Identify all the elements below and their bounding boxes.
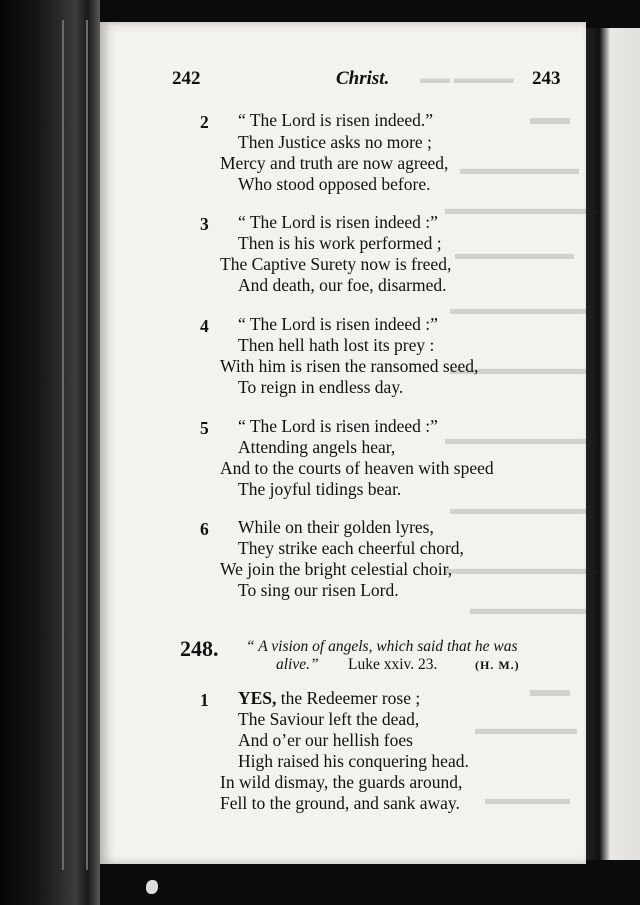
- first-word: YES,: [238, 688, 277, 708]
- bleed-through-decoration: ▬▬▬▬▬▬: [475, 719, 577, 738]
- verse-line: Who stood opposed before.: [238, 174, 431, 194]
- verse-line: And death, our foe, disarmed.: [238, 275, 447, 295]
- verse-line: Fell to the ground, and sank away.: [220, 793, 460, 813]
- verse-line: “ The Lord is risen indeed :”: [238, 314, 438, 334]
- running-title: Christ.: [336, 68, 390, 89]
- verse-line: To sing our risen Lord.: [238, 580, 399, 600]
- verse-line: And to the courts of heaven with speed: [220, 458, 494, 478]
- bleed-through-decoration: ▬▬▬▬▬▬▬▬▬: [445, 559, 598, 578]
- verse-line: In wild dismay, the guards around,: [220, 772, 463, 792]
- verse-line: To reign in endless day.: [238, 377, 404, 397]
- verse-line: The joyful tidings bear.: [238, 479, 402, 499]
- stanza-number: 2: [200, 112, 209, 132]
- verse-line: They strike each cheerful chord,: [238, 538, 464, 558]
- verse-line-rest: the Redeemer rose ;: [276, 688, 421, 708]
- verse-line: Mercy and truth are now agreed,: [220, 153, 449, 173]
- book-binding-left: [0, 0, 100, 905]
- verse-line: “ The Lord is risen indeed :”: [238, 416, 438, 436]
- bleed-through-decoration: ▬▬▬▬▬: [485, 789, 570, 808]
- verse-line: Then hell hath lost its prey :: [238, 335, 435, 355]
- verse-line: Attending angels hear,: [238, 437, 396, 457]
- bleed-through-decoration: ▬▬: [530, 679, 570, 701]
- bleed-through-decoration: ▬▬▬▬▬▬▬: [460, 159, 579, 178]
- binding-stripe: [62, 20, 64, 870]
- scripture-reference: Luke xxiv. 23.: [348, 656, 438, 673]
- page-number-right: 243: [532, 68, 561, 89]
- stanza-number: 3: [200, 214, 209, 234]
- verse-line: The Captive Surety now is freed,: [220, 254, 452, 274]
- verse-line: While on their golden lyres,: [238, 517, 434, 537]
- stanza-number: 1: [200, 690, 209, 710]
- binding-stripe: [86, 20, 88, 870]
- hymn-meter: (H. M.): [475, 658, 520, 672]
- hymn-epigraph-cont: alive.”: [276, 656, 319, 673]
- stanza-number: 4: [200, 316, 209, 336]
- bleed-through-decoration: ▬▬▬▬▬▬▬▬▬: [445, 199, 598, 218]
- verse-line: The Saviour left the dead,: [238, 709, 420, 729]
- verse-line: And o’er our hellish foes: [238, 730, 413, 750]
- verse-line: [238, 690, 420, 708]
- bleed-through-decoration: ▬▬▬▬▬▬▬: [470, 599, 589, 618]
- verse-line: “ The Lord is risen indeed :”: [238, 212, 438, 232]
- paper-blemish: [146, 880, 158, 894]
- verse-line: We join the bright celestial choir,: [220, 559, 453, 579]
- hymn-epigraph: “ A vision of angels, which said that he was: [246, 638, 518, 655]
- bleed-through-decoration: ▬▬ ▬▬▬▬: [420, 71, 514, 87]
- page-number-left: 242: [172, 68, 201, 89]
- bleed-through-decoration: ▬▬▬▬▬▬▬▬: [450, 299, 586, 318]
- stanza-number: 5: [200, 418, 209, 438]
- bleed-through-decoration: ▬▬▬▬▬▬▬▬: [450, 359, 586, 378]
- stanza-number: 6: [200, 519, 209, 539]
- verse-line: With him is risen the ransomed seed,: [220, 356, 479, 376]
- verse-line: Then is his work performed ;: [238, 233, 442, 253]
- bleed-through-decoration: ▬▬▬▬▬▬▬▬: [450, 499, 586, 518]
- verse-line: Then Justice asks no more ;: [238, 132, 432, 152]
- bleed-through-decoration: ▬▬▬▬▬▬▬▬▬: [445, 429, 598, 448]
- bleed-through-decoration: ▬▬▬▬▬▬▬: [455, 244, 574, 263]
- verse-line: High raised his conquering head.: [238, 751, 469, 771]
- bleed-through-decoration: ▬▬: [530, 107, 570, 129]
- verse-line: “ The Lord is risen indeed.”: [238, 110, 434, 130]
- hymn-number: 248.: [180, 636, 219, 661]
